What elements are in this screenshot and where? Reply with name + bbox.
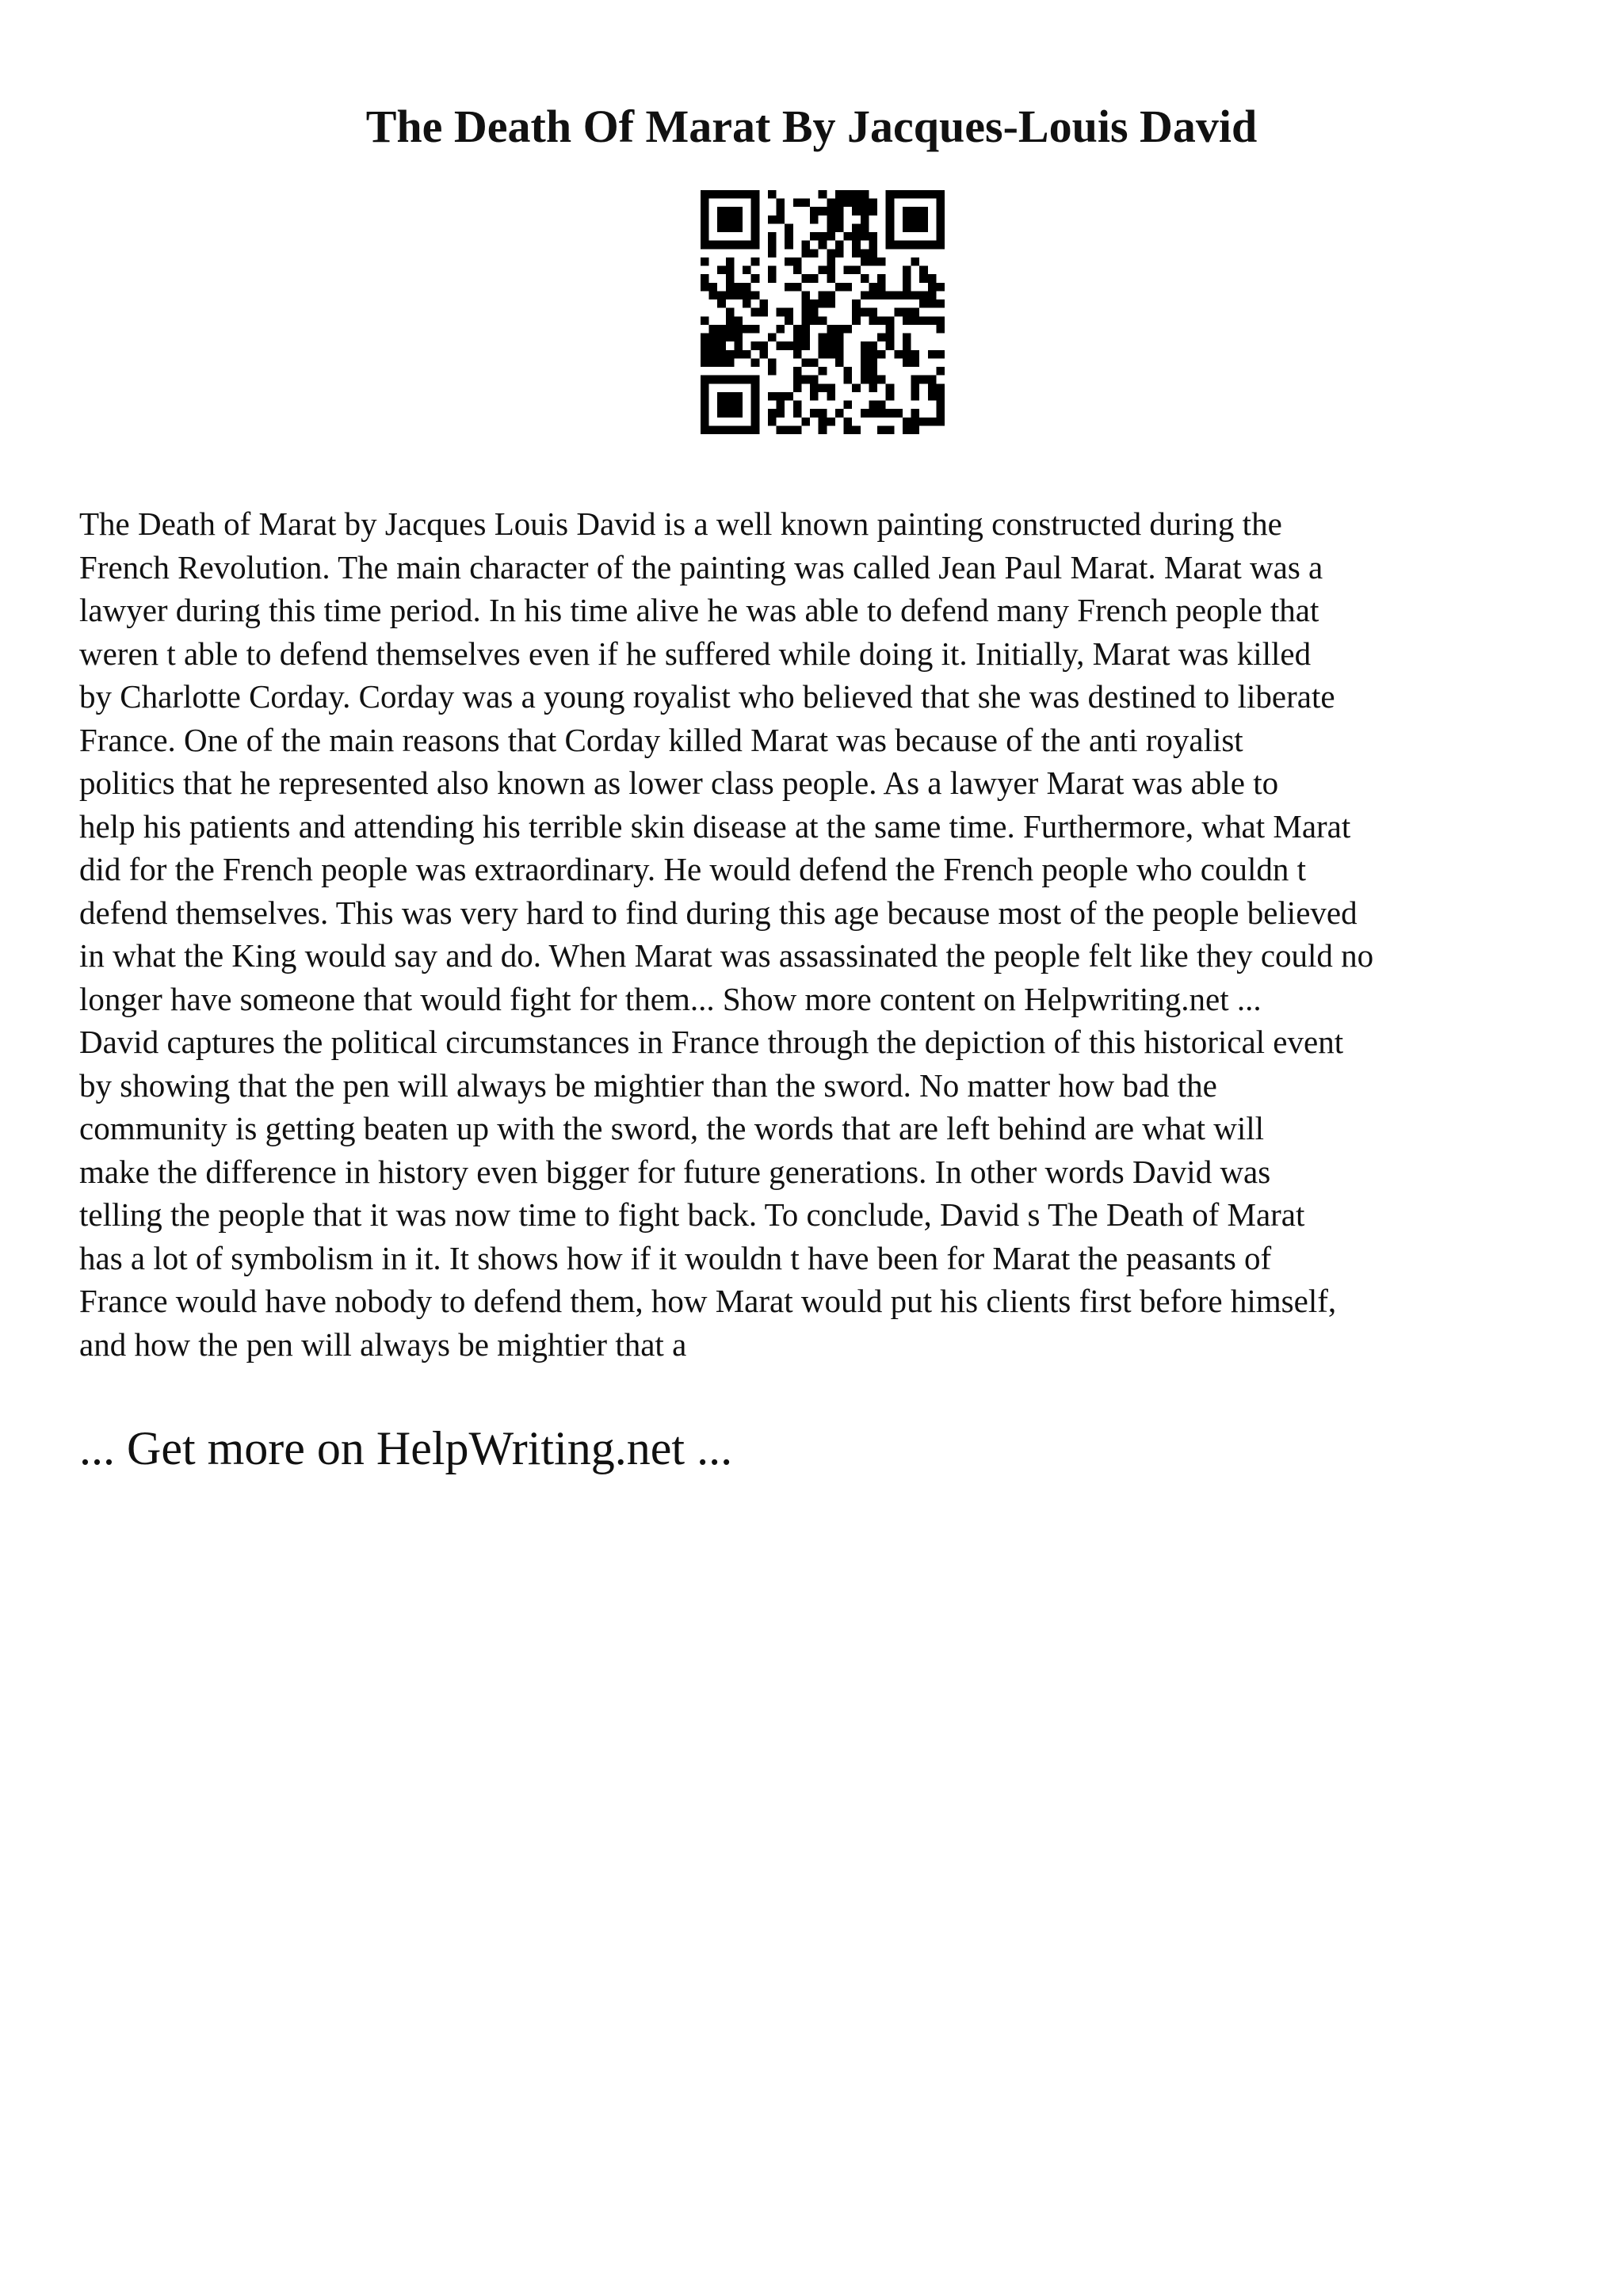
body-line: France. One of the main reasons that Corday killed Marat was because of the anti royalist <box>79 721 1243 758</box>
body-line: lawyer during this time period. In his time alive he was able to defend many French people that <box>79 592 1319 628</box>
body-line: community is getting beaten up with the sword, the words that are left behind are what will <box>79 1110 1264 1146</box>
body-line: French Revolution. The main character of the painting was called Jean Paul Marat. Marat was a <box>79 548 1323 585</box>
body-line: in what the King would say and do. When Marat was assassinated the people felt like they could no <box>79 937 1374 974</box>
body-line: politics that he represented also known as lower class people. As a lawyer Marat was able to <box>79 765 1279 801</box>
body-line: defend themselves. This was very hard to find during this age because most of the people believed <box>79 894 1358 931</box>
article-body <box>79 502 1569 1366</box>
body-line: David captures the political circumstances in France through the depiction of this historical event <box>79 1024 1344 1060</box>
body-line: The Death of Marat by Jacques Louis David is a well known painting constructed during the <box>79 505 1282 542</box>
body-line: make the difference in history even bigger for future generations. In other words David was <box>79 1153 1271 1190</box>
qr-code-icon <box>701 190 945 434</box>
body-line: and how the pen will always be mightier that a <box>79 1325 687 1363</box>
get-more-link[interactable]: ... Get more on HelpWriting.net ... <box>79 1422 733 1474</box>
body-line: has a lot of symbolism in it. It shows how if it wouldn t have been for Marat the peasants of <box>79 1239 1272 1276</box>
body-line: France would have nobody to defend them, how Marat would put his clients first before himself, <box>79 1283 1337 1319</box>
body-line: weren t able to defend themselves even if he suffered while doing it. Initially, Marat was killed <box>79 635 1312 672</box>
body-line: by Charlotte Corday. Corday was a young royalist who believed that she was destined to liberate <box>79 678 1335 715</box>
body-line: by showing that the pen will always be mightier than the sword. No matter how bad the <box>79 1066 1217 1104</box>
page-title: The Death Of Marat By Jacques-Louis David <box>365 101 1258 152</box>
body-line: telling the people that it was now time to fight back. To conclude, David s The Death of Marat <box>79 1196 1305 1233</box>
body-line: longer have someone that would fight for them... Show more content on Helpwriting.net ... <box>79 980 1262 1017</box>
body-line: did for the French people was extraordinary. He would defend the French people who couldn t <box>79 851 1307 887</box>
body-line: help his patients and attending his terrible skin disease at the same time. Furthermore, what Marat <box>79 807 1351 845</box>
